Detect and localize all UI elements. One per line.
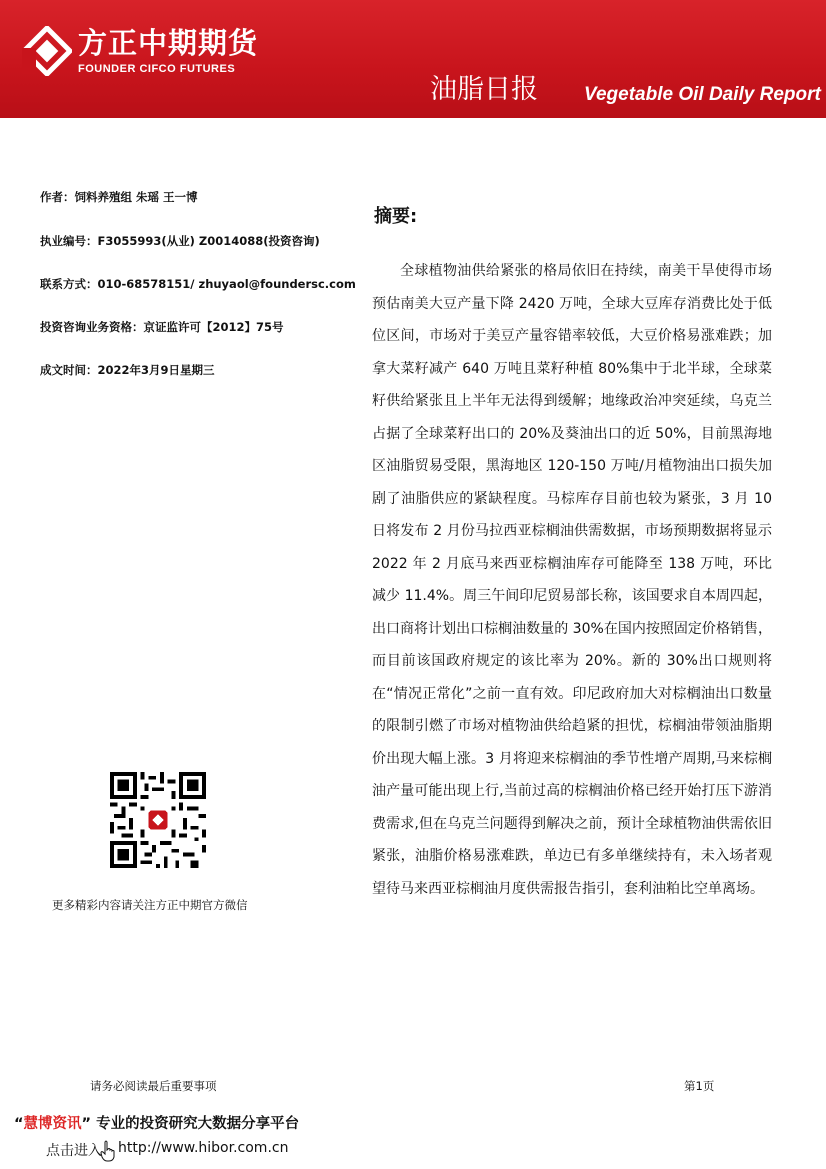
date-line: 成文时间：2022年3月9日星期三: [40, 363, 215, 377]
founder-logo-icon: [22, 26, 72, 76]
brand-name-en: FOUNDER CIFCO FUTURES: [78, 63, 236, 75]
brand-name-cn: 方正中期期货: [78, 26, 259, 60]
promo-quote-close: ”: [81, 1116, 92, 1132]
report-title-cn: 油脂日报: [430, 74, 538, 105]
report-title-en: Vegetable Oil Daily Report: [584, 84, 821, 105]
promo-enter-label: 点击进入: [46, 1143, 102, 1159]
promo-brand: 慧博资讯: [23, 1116, 82, 1132]
promo-quote-open: “: [14, 1116, 24, 1132]
wechat-qr-code: [110, 772, 206, 868]
author-line: 作者：饲料养殖组 朱瑶 王一博: [40, 190, 198, 204]
disclaimer-note: 请务必阅读最后重要事项: [90, 1079, 217, 1093]
hand-cursor-icon: [100, 1140, 116, 1162]
report-header: [0, 0, 826, 118]
qr-caption: 更多精彩内容请关注方正中期官方微信: [52, 898, 248, 912]
abstract-body: 全球植物油供给紧张的格局依旧在持续，南美干旱使得市场预估南美大豆产量下降 2420 万吨，全球大豆库存消费比处于低位区间，市场对于美豆产量容错率较低，大豆价格易涨难跌；加拿大菜籽减产 640 万吨且菜籽种植 80%集中于北半球，全球菜籽供给紧张且上半年无法得到缓解；地缘政治冲突延续，乌克兰占据了全球菜籽出口的 20%及葵油出口的近 50%，目前黑海地区油脂贸易受限，黑海地区 120-150 万吨/月植物油出口损失加剧了油脂供应的紧缺程度。马棕库存目前也较为紧张，3 月 10 日将发布 2 月份马拉西亚棕榈油供需数据，市场预期数据将显示 2022 年 2 月底马来西亚棕榈油库存可能降至 138 万吨，环比减少 11.4%。周三午间印尼贸易部长称，该国要求自本周四起，出口商将计划出口棕榈油数量的 30%在国内按照固定价格销售，而目前该国政府规定的该比率为 20%。新的 30%出口规则将在“情况正常化”之前一直有效。印尼政府加大对棕榈油出口数量的限制引燃了市场对植物油供给趋紧的担忧，棕榈油带领油脂期价出现大幅上涨。3 月将迎来棕榈油的季节性增产周期,马来棕榈油产量可能出现上行,当前过高的棕榈油价格已经开始打压下游消费需求,但在乌克兰问题得到解决之前，预计全球植物油供需依旧紧张，油脂价格易涨难跌，单边已有多单继续持有，未入场者观望待马来西亚棕榈油月度供需报告指引，套利油粕比空单离场。: [372, 263, 772, 897]
qualification-line: 投资咨询业务资格：京证监许可【2012】75号: [40, 320, 284, 334]
license-line: 执业编号：F3055993(从业) Z0014088(投资咨询): [40, 234, 320, 248]
promo-slogan: [14, 1112, 299, 1133]
abstract-title: 摘要:: [374, 206, 418, 227]
promo-link[interactable]: http://www.hibor.com.cn: [118, 1140, 289, 1156]
promo-slogan-text: 专业的投资研究大数据分享平台: [91, 1116, 300, 1132]
contact-line: 联系方式：010-68578151/ zhuyaol@foundersc.com: [40, 277, 356, 291]
page-number: 第1页: [684, 1079, 715, 1093]
